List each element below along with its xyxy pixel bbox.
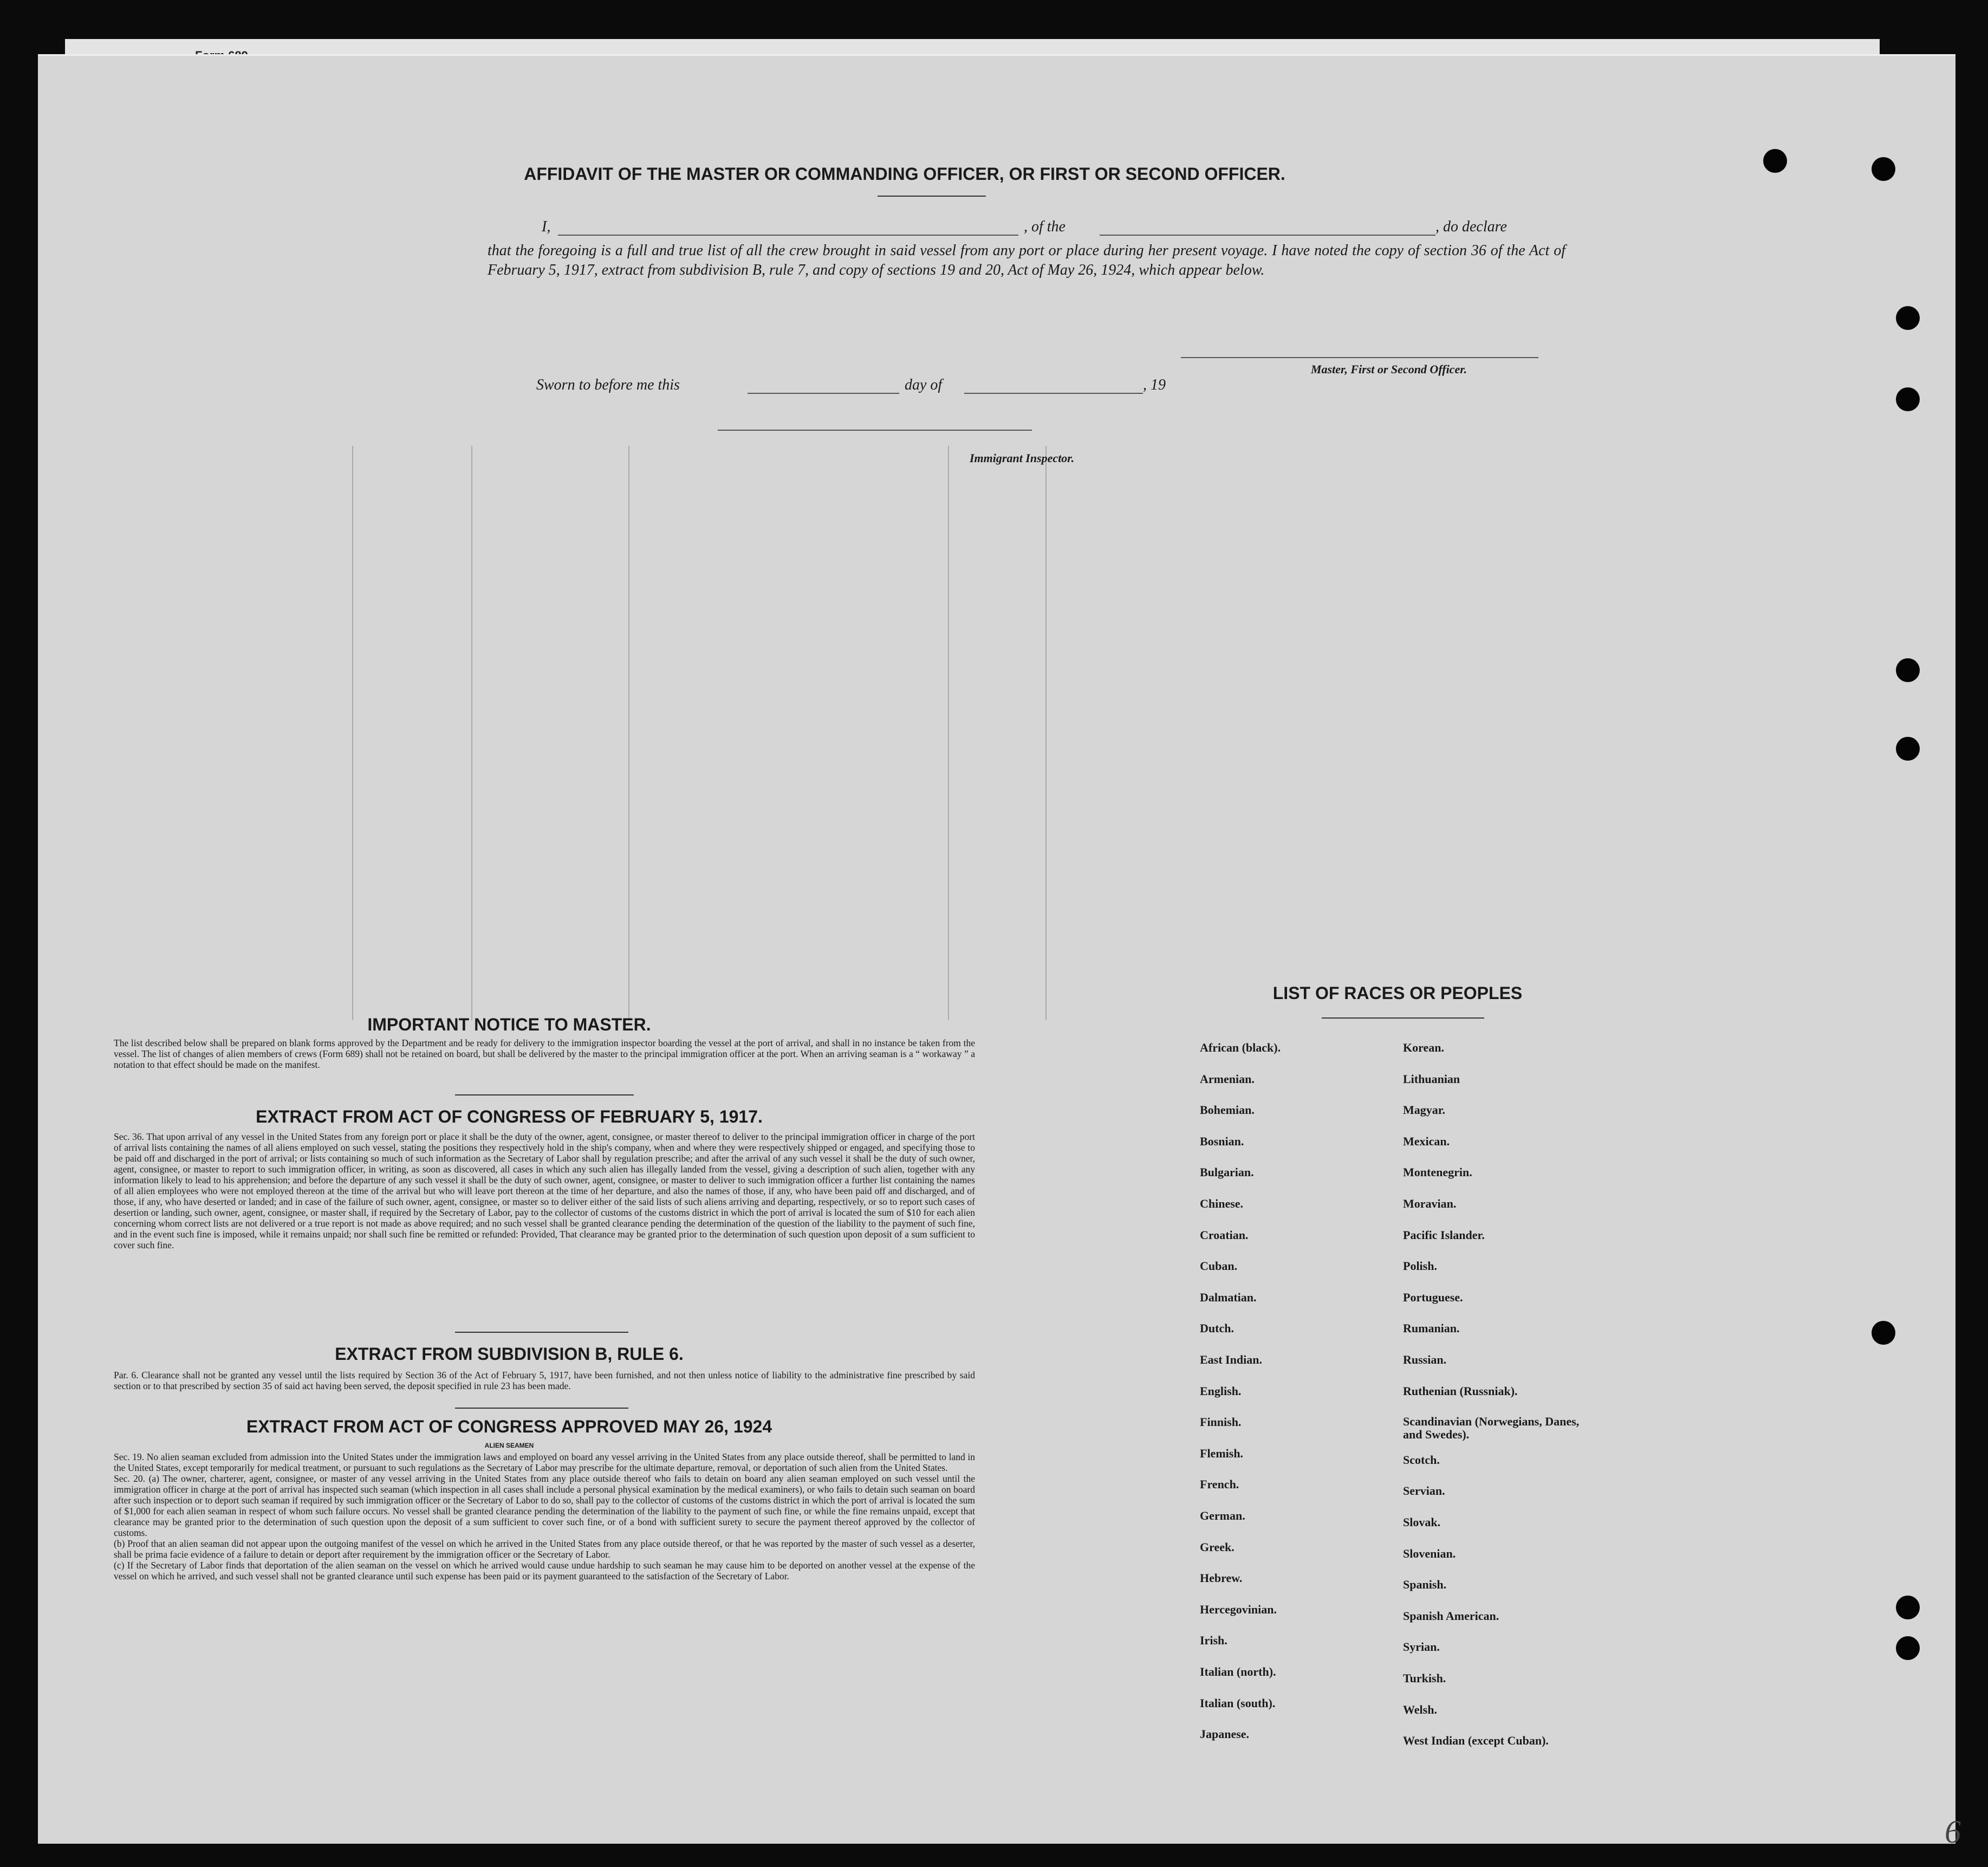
extract-1924-sec20a: Sec. 20. (a) The owner, charterer, agent, consignee, or master of any vessel arriving in the United States from any place outside thereof who fails to detain on board any alien seaman employed on such vessel until the immigration officer in charge at the port of arrival has inspected such seaman (which inspection in all cases shall include a personal physical examination by the medical examiners), or who fails to detain such seaman on board after such inspection or to deport such seaman if required by such immigration officer or the Secretary of Labor to do so, shall pay to the collector of customs of the customs district in which the port of arrival is located the sum of $1,000 for each alien seaman in respect of whom such failure occurs. No vessel shall be granted clearance pending the determination of the liability to the payment of such fine, or while the fine remains unpaid, except that clearance may be granted prior to the determination of such question upon the deposit of a sum sufficient to cover such fine, or of a bond with sufficient surety to secure the payment thereof approved by the collector of customs. [114,1473,975,1538]
signature-label: Master, First or Second Officer. [1311,362,1467,376]
punch-hole [1896,1596,1920,1619]
race-item: Armenian. [1200,1072,1255,1086]
faint-column-line [471,446,472,1020]
race-item: Cuban. [1200,1259,1238,1273]
signature-blank[interactable] [1181,357,1538,358]
race-item: East Indian. [1200,1353,1262,1366]
race-item: Welsh. [1403,1702,1437,1716]
document-sheet [38,54,1955,1844]
race-item: Dutch. [1200,1321,1234,1336]
race-item: Polish. [1403,1259,1437,1273]
race-item: Ruthenian (Russniak). [1403,1384,1518,1398]
race-item: Lithuanian [1403,1072,1460,1086]
punch-hole [1896,737,1920,761]
sworn-prefix: Sworn to before me this [536,377,680,393]
divider [1322,1017,1484,1019]
race-item: Bosnian. [1200,1134,1244,1148]
notice-title: IMPORTANT NOTICE TO MASTER. [367,1015,651,1034]
punch-hole [1896,658,1920,682]
race-item: French. [1200,1477,1239,1492]
race-item: Servian. [1403,1484,1445,1498]
race-item: English. [1200,1384,1242,1398]
faint-column-line [352,446,353,1020]
extract-1917-body: Sec. 36. That upon arrival of any vessel in the United States from any foreign port or place it shall be the duty of the owner, agent, consignee, or master thereof to deliver to the principal immigration officer in charge of the port of arrival lists containing the names of all aliens employed on such vessel, stating the positions they respectively hold in the ship's company, when and where they were respectively shipped or engaged, and specifying those to be paid off and discharged in the port of arrival; or lists containing so much of such information as the Secretary of Labor shall by regulation prescribe; and after the arrival of any such vessel it shall be the duty of such owner, agent, consignee, or master to report to such immigration officer, in writing, as soon as discovered, all cases in which any such alien has illegally landed from the vessel, giving a description of such alien, together with any information likely to lead to his apprehension; and before the departure of any such vessel it shall be the duty of such owner, agent, consignee, or master to deliver to such immigration officer a further list containing the names of all alien employees who were not employed thereon at the time of the arrival but who will leave port thereon at the time of her departure, and also the names of those, if any, who have been paid off and discharged, and of those, if any, who have deserted or landed; and in case of the failure of such owner, agent, consignee, or master so to deliver either of the said lists of such aliens arriving and departing, respectively, or so to report such cases of desertion or landing, such owner, agent, consignee, or master shall, if required by the Secretary of Labor, pay to the collector of customs of the customs district in which the port of arrival is located the sum of $10 for each alien concerning whom correct lists are not delivered or a true report is not made as above required; and no such vessel shall be granted clearance pending the determination of the question of the liability to the payment of such fine, and in the event such fine is imposed, while it remains unpaid; nor shall such fine be remitted or refunded: Provided, That clearance may be granted prior to the determination of such question upon deposit of a sum sufficient to cover such fine. [114,1131,975,1250]
race-item: Korean. [1403,1041,1444,1054]
race-item: Scotch. [1403,1453,1440,1467]
divider [455,1408,628,1409]
race-item: Slovak. [1403,1515,1441,1529]
faint-column-line [628,446,629,1020]
punch-hole [1896,1636,1920,1660]
race-item: Dalmatian. [1200,1290,1257,1304]
race-item: Russian. [1403,1353,1447,1366]
race-item: Spanish American. [1403,1609,1499,1623]
name-blank[interactable] [558,235,1018,236]
race-item: Finnish. [1200,1415,1242,1429]
affidavit-declare: , do declare [1435,218,1507,235]
extract-1917-block [114,1131,975,1250]
sworn-day-label: day of [905,377,943,393]
extract-rule6-block [114,1370,975,1391]
page-number: 6 [1945,1814,1961,1850]
races-title: LIST OF RACES OR PEOPLES [1272,983,1523,1003]
race-item: Irish. [1200,1633,1227,1648]
race-item: Hebrew. [1200,1571,1243,1585]
race-item: Moravian. [1403,1197,1457,1210]
divider [455,1332,628,1333]
notice-body-block [114,1038,975,1070]
race-item: Bohemian. [1200,1103,1255,1117]
race-item: Syrian. [1403,1640,1440,1654]
sworn-day-blank[interactable] [748,393,899,394]
affidavit-of-the: , of the [1024,218,1066,235]
race-item: Hercegovinian. [1200,1602,1277,1616]
punch-hole [1872,1321,1895,1345]
race-item: Chinese. [1200,1197,1244,1210]
race-item: Greek. [1200,1540,1235,1554]
race-item: German. [1200,1509,1245,1522]
extract-1917-title: EXTRACT FROM ACT OF CONGRESS OF FEBRUARY 5, 1917. [256,1107,763,1126]
inspector-blank[interactable] [718,430,1032,431]
vessel-blank[interactable] [1100,235,1435,236]
race-item: Turkish. [1403,1671,1446,1685]
faint-column-line [1045,446,1047,1020]
faint-column-line [948,446,949,1020]
extract-1924-subtitle: ALIEN SEAMEN [484,1442,534,1449]
race-item: Bulgarian. [1200,1165,1254,1179]
punch-hole [1872,157,1895,181]
race-item: Pacific Islander. [1403,1228,1485,1242]
divider [878,196,986,197]
race-item: Montenegrin. [1403,1165,1472,1179]
affidavit-I: I, [542,218,551,235]
affidavit-title: AFFIDAVIT OF THE MASTER OR COMMANDING OFFICER, OR FIRST OR SECOND OFFICER. [524,164,1285,184]
punch-hole [1763,149,1787,173]
race-item: Spanish. [1403,1578,1447,1592]
race-item: Japanese. [1200,1727,1250,1741]
race-item: Italian (south). [1200,1696,1276,1710]
race-item: West Indian (except Cuban). [1403,1734,1549,1748]
divider [455,1094,634,1095]
extract-1924-block [114,1451,975,1581]
race-item: Portuguese. [1403,1290,1463,1304]
extract-rule6-body: Par. 6. Clearance shall not be granted any vessel until the lists required by Section 36 of the Act of February 5, 1917, have been furnished, and not then unless notice of liability to the administrative fine prescribed by said section or to that prescribed by section 35 of said act having been served, the deposit specified in rule 23 has been made. [114,1370,975,1391]
race-item: Italian (north). [1200,1665,1276,1678]
notice-body: The list described below shall be prepared on blank forms approved by the Department and be ready for delivery to the immigration inspector boarding the vessel at the port of arrival, and shall in no instance be taken from the vessel. The list of changes of alien members of crews (Form 689) shall not be retained on board, but shall be delivered by the master to the principal immigration officer at the port. When an arriving seaman is a “ workaway ” a notation to that effect should be made on the manifest. [114,1038,975,1070]
inspector-label: Immigrant Inspector. [970,451,1075,465]
race-item: Slovenian. [1403,1546,1456,1560]
race-item: Croatian. [1200,1228,1249,1242]
race-item: Scandinavian (Norwegians, Danes, and Swedes). [1403,1415,1580,1442]
sworn-year-label: , 19 [1143,377,1166,393]
extract-1924-title: EXTRACT FROM ACT OF CONGRESS APPROVED MAY 26, 1924 [246,1417,772,1436]
extract-1924-sec20b: (b) Proof that an alien seaman did not appear upon the outgoing manifest of the vessel on which he arrived in the United States from any place outside thereof, or that he was reported by the master of such vessel as a deserter, shall be prima facie evidence of a failure to detain or deport after requirement by the immigration officer or the Secretary of Labor. [114,1538,975,1560]
extract-1924-sec20c: (c) If the Secretary of Labor finds that deportation of the alien seaman on the vessel on which he arrived would cause undue hardship to such seaman he may cause him to be deported on another vessel at the expense of the vessel on which he arrived, and such vessel shall not be granted clearance until such expense has been paid or its payment guaranteed to the satisfaction of the Secretary of Labor. [114,1560,975,1581]
race-item: Mexican. [1403,1134,1450,1148]
race-item: Flemish. [1200,1446,1244,1460]
race-item: African (black). [1200,1041,1281,1054]
race-item: Magyar. [1403,1103,1446,1117]
punch-hole [1896,306,1920,330]
punch-hole [1896,387,1920,411]
extract-rule6-title: EXTRACT FROM SUBDIVISION B, RULE 6. [335,1344,684,1364]
race-item: Rumanian. [1403,1321,1460,1336]
sworn-month-blank[interactable] [964,393,1143,394]
affidavit-body: that the foregoing is a full and true list of all the crew brought in said vessel from any port or place during her present voyage. I have noted the copy of section 36 of the Act of February 5, 1917, extract from subdivision B, rule 7, and copy of sections 19 and 20, Act of May 26, 1924, which appear below. [488,242,1565,278]
extract-1924-sec19: Sec. 19. No alien seaman excluded from admission into the United States under the immigration laws and employed on board any vessel arriving in the United States from any place outside thereof, shall be permitted to land in the United States, except temporarily for medical treatment, or pursuant to such regulations as the Secretary of Labor may prescribe for the ultimate departure, removal, or deportation of such alien from the United States. [114,1451,975,1473]
